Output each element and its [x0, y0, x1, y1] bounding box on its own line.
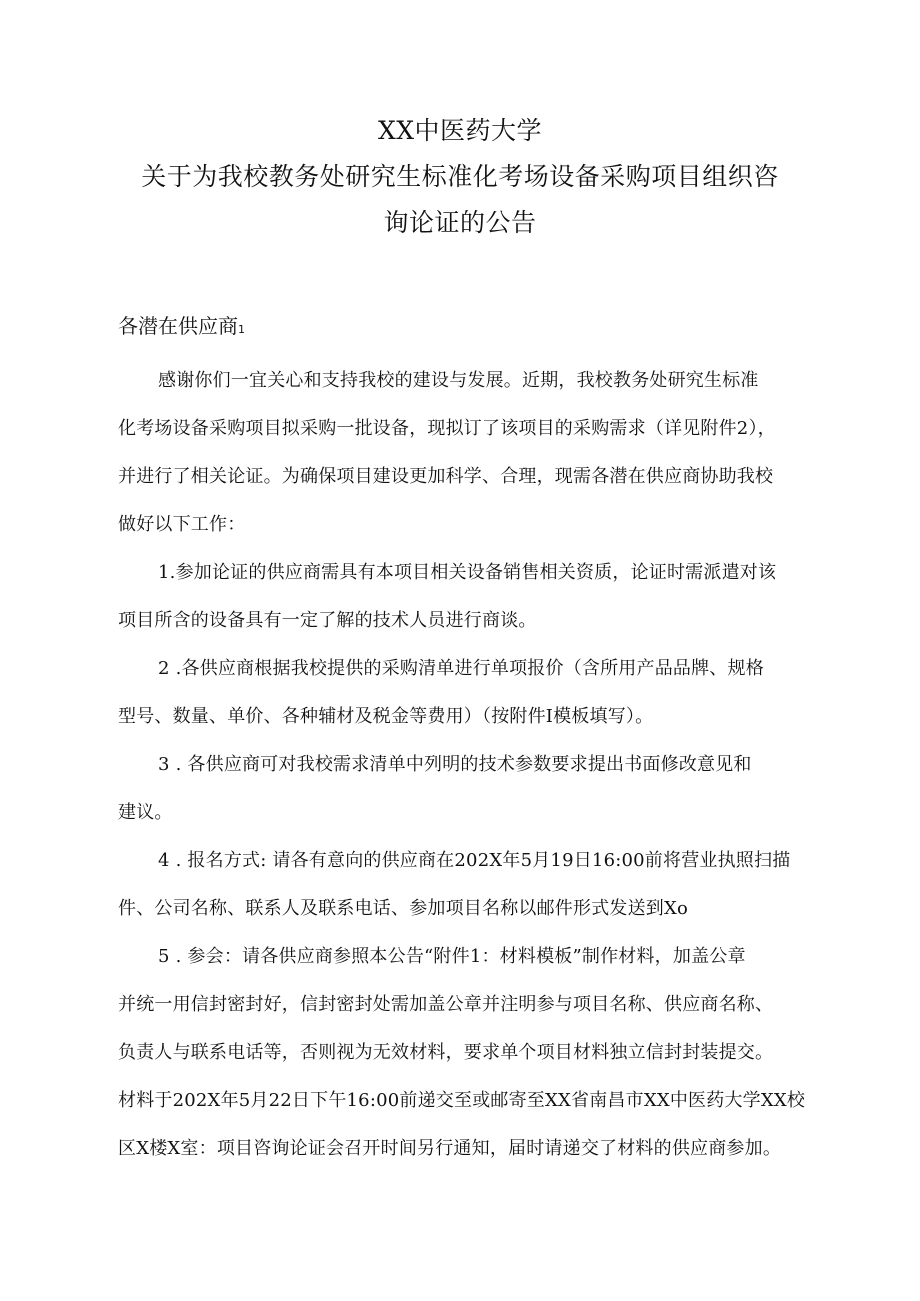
notice-title-line-2: 询论证的公告 — [383, 208, 537, 237]
paragraph-item-3 — [118, 741, 830, 837]
paragraph-line: 做好以下工作： — [118, 514, 246, 535]
salutation-text: 各潜在供应商 — [118, 314, 238, 338]
paragraph-line: 建议。 — [118, 802, 173, 823]
organization-name: XX中医药大学 — [377, 116, 543, 145]
paragraph-line: 5 . 参会：请各供应商参照本公告“附件1：材料模板”制作材料，加盖公章 — [158, 946, 746, 967]
paragraph-line: 1.参加论证的供应商需具有本项目相关设备销售相关资质，论证时需派遣对该 — [158, 562, 777, 583]
paragraph-item-4 — [118, 837, 830, 933]
paragraph-line: 化考场设备采购项目拟采购一批设备，现拟订了该项目的采购需求（详见附件2）， — [118, 418, 776, 439]
paragraph-line: 件、公司名称、联系人及联系电话、参加项目名称以邮件形式发送到Xo — [118, 898, 689, 919]
paragraph-line: 感谢你们一宜关心和支持我校的建设与发展。近期，我校教务处研究生标准 — [158, 370, 759, 391]
paragraph-item-2 — [118, 645, 830, 741]
notice-title-line-1: 关于为我校教务处研究生标准化考场设备采购项目组织咨 — [141, 162, 779, 191]
paragraph-line: 材料于202X年5月22日下午16:00前递交至或邮寄至XX省南昌市XX中医药大学XX校 — [118, 1090, 806, 1111]
paragraph-intro — [118, 357, 830, 549]
paragraph-line: 3 . 各供应商可对我校需求清单中列明的技术参数要求提出书面修改意见和 — [158, 754, 752, 775]
paragraph-line: 区X楼X室：项目咨询论证会召开时间另行通知，届时请递交了材料的供应商参加。 — [118, 1138, 782, 1159]
paragraph-item-5 — [118, 933, 830, 1173]
notice-body — [118, 357, 830, 1173]
salutation-mark: 1 — [238, 323, 245, 336]
paragraph-line: 2 .各供应商根据我校提供的采购清单进行单项报价（含所用产品品牌、规格 — [158, 658, 764, 679]
paragraph-line: 4 . 报名方式: 请各有意向的供应商在202X年5月19日16:00前将营业执照扫描 — [158, 850, 791, 871]
paragraph-item-1 — [118, 549, 830, 645]
salutation — [118, 310, 245, 346]
paragraph-line: 并统一用信封密封好，信封密封处需加盖公章并注明参与项目名称、供应商名称、 — [118, 994, 774, 1015]
paragraph-line: 型号、数量、单价、各种辅材及税金等费用）（按附件I模板填写）。 — [118, 706, 654, 727]
paragraph-line: 负责人与联系电话等，否则视为无效材料，要求单个项目材料独立信封封装提交。 — [118, 1042, 774, 1063]
paragraph-line: 并进行了相关论证。为确保项目建设更加科学、合理，现需各潜在供应商协助我校 — [118, 466, 774, 487]
title-block — [0, 108, 920, 246]
paragraph-line: 项目所含的设备具有一定了解的技术人员进行商谈。 — [118, 610, 537, 631]
